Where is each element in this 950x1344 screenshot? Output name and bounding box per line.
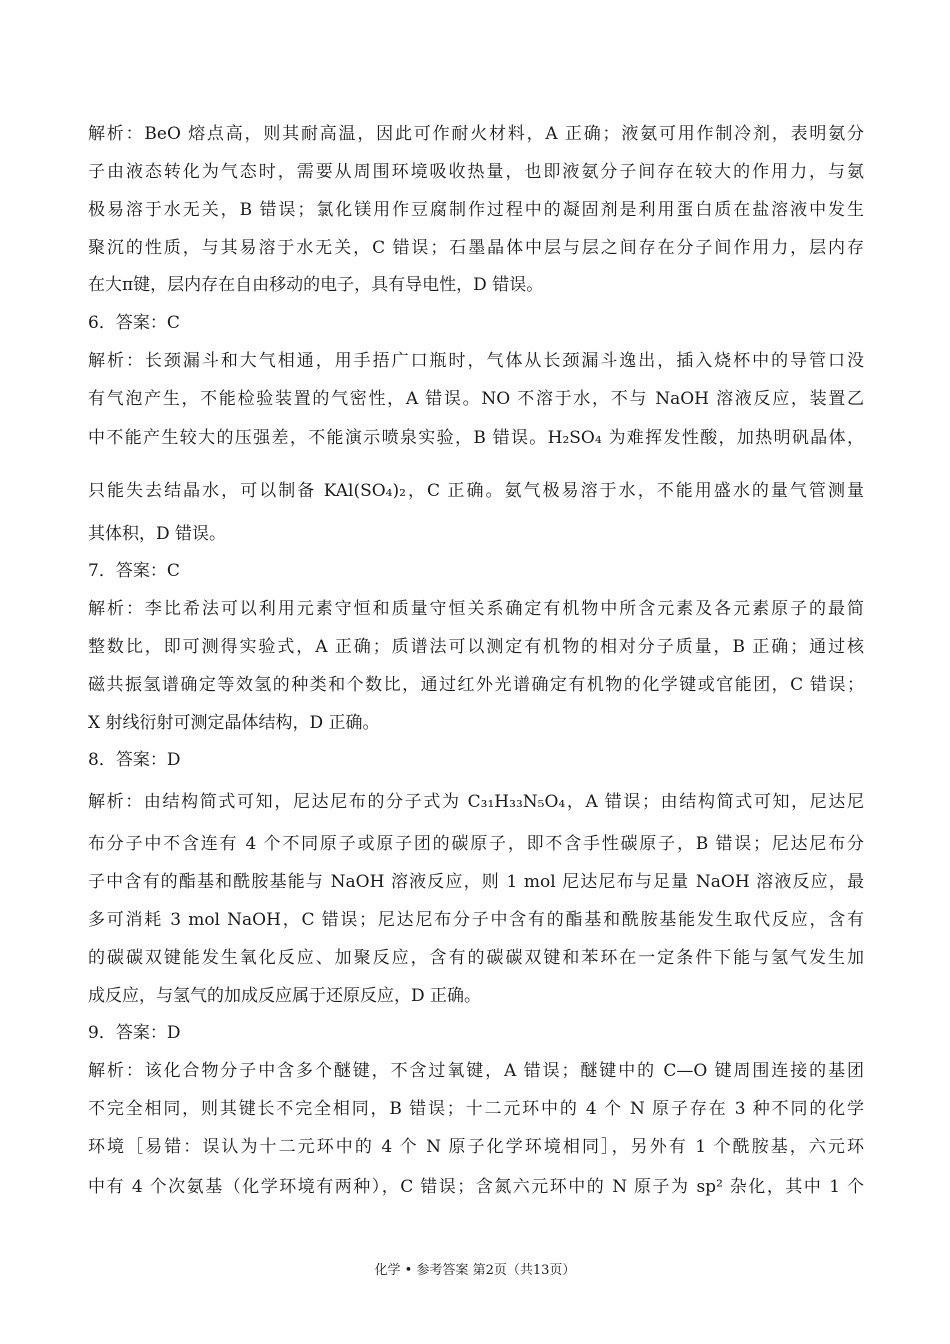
text-line: 磁共振氢谱确定等效氢的种类和个数比，通过红外光谱确定有机物的化学键或官能团，C 错误； bbox=[88, 675, 864, 695]
text-line: 中有 4 个次氨基（化学环境有两种），C 错误；含氮六元环中的 N 原子为 sp² 杂化，其中 1 个 bbox=[88, 1177, 864, 1197]
text-line: 中不能产生较大的压强差，不能演示喷泉实验，B 错误。H₂SO₄ 为难挥发性酸，加热明矾晶体， bbox=[88, 428, 864, 448]
text-line: X 射线衍射可测定晶体结构，D 正确。 bbox=[88, 713, 380, 733]
text-line: 子由液态转化为气态时，需要从周围环境吸收热量，也即液氨分子间存在较大的作用力，与氨 bbox=[88, 162, 864, 182]
answer-heading: 7．答案：C bbox=[88, 561, 180, 581]
text-line: 多可消耗 3 mol NaOH，C 错误；尼达尼布分子中含有的酯基和酰胺基能发生取代反应，含有 bbox=[88, 910, 864, 930]
text-line: 有气泡产生，不能检验装置的气密性，A 错误。NO 不溶于水，不与 NaOH 溶液反应，装置乙 bbox=[88, 389, 864, 409]
answer-heading: 8．答案：D bbox=[88, 750, 181, 770]
text-line: 解析：长颈漏斗和大气相通，用手捂广口瓶时，气体从长颈漏斗逸出，插入烧杯中的导管口没 bbox=[88, 351, 864, 371]
text-line: 不完全相同，则其键长不完全相同，B 错误；十二元环中的 4 个 N 原子存在 3 种不同的化学 bbox=[88, 1099, 864, 1119]
text-line: 只能失去结晶水，可以制备 KAl(SO₄)₂，C 正确。氨气极易溶于水，不能用盛水的量气管测量 bbox=[88, 481, 864, 501]
answer-heading: 6．答案：C bbox=[88, 313, 180, 333]
text-line: 成反应，与氢气的加成反应属于还原反应，D 正确。 bbox=[88, 986, 482, 1006]
text-line: 解析：由结构简式可知，尼达尼布的分子式为 C₃₁H₃₃N₅O₄，A 错误；由结构简式可知，尼达尼 bbox=[88, 792, 864, 812]
text-line: 解析：BeO 熔点高，则其耐高温，因此可作耐火材料，A 正确；液氨可用作制冷剂，表明氨分 bbox=[88, 124, 864, 144]
text-line: 布分子中不含连有 4 个不同原子或原子团的碳原子，即不含手性碳原子，B 错误；尼达尼布分 bbox=[88, 834, 864, 854]
text-line: 解析：李比希法可以利用元素守恒和质量守恒关系确定有机物中所含元素及各元素原子的最简 bbox=[88, 599, 864, 619]
text-line: 整数比，即可测得实验式，A 正确；质谱法可以测定有机物的相对分子质量，B 正确；通过核 bbox=[88, 637, 864, 657]
text-line: 在大π键，层内存在自由移动的电子，具有导电性，D 错误。 bbox=[88, 275, 544, 295]
text-line: 其体积，D 错误。 bbox=[88, 524, 227, 544]
page-footer: 化学 • 参考答案 第2页（共13页） bbox=[374, 1263, 576, 1278]
text-line: 极易溶于水无关，B 错误；氯化镁用作豆腐制作过程中的凝固剂是利用蛋白质在盐溶液中发生 bbox=[88, 200, 864, 220]
answer-heading: 9．答案：D bbox=[88, 1023, 181, 1043]
text-line: 环境［易错：误认为十二元环中的 4 个 N 原子化学环境相同］，另外有 1 个酰胺基，六元环 bbox=[88, 1137, 864, 1157]
text-line: 的碳碳双键能发生氧化反应、加聚反应，含有的碳碳双键和苯环在一定条件下能与氢气发生加 bbox=[88, 948, 864, 968]
text-line: 聚沉的性质，与其易溶于水无关，C 错误；石墨晶体中层与层之间存在分子间作用力，层内存 bbox=[88, 238, 864, 258]
text-line: 子中含有的酯基和酰胺基能与 NaOH 溶液反应，则 1 mol 尼达尼布与足量 NaOH 溶液反应，最 bbox=[88, 872, 864, 892]
text-line: 解析：该化合物分子中含多个醚键，不含过氧键，A 错误；醚键中的 C—O 键周围连接的基团 bbox=[88, 1061, 864, 1081]
